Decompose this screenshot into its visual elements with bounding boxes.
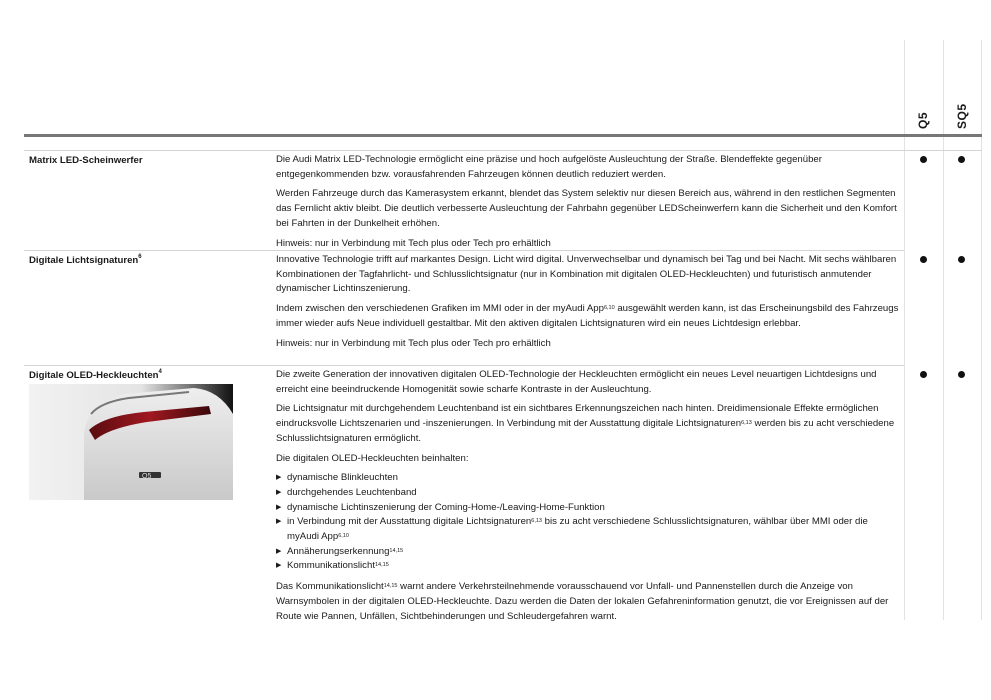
triangle-bullet-icon: ▶ bbox=[276, 518, 282, 526]
feature-description-digital-light-signatures bbox=[276, 253, 901, 356]
column-divider bbox=[904, 40, 905, 620]
feature-name-digital-light-signatures: Digitale Lichtsignaturen$^6$ bbox=[29, 254, 142, 266]
feature-name-oled-rear-lights: Digitale OLED-Heckleuchten$^4$ bbox=[29, 369, 162, 381]
description-paragraph: Die zweite Generation der innovativen digitalen OLED-Technologie der Heckleuchten ermöglicht ein neues Level neuartigen Lichtdesigns und erreicht eine beeindruckende Homogenität sowie scharfe Kontraste in der Ausleuchtung. bbox=[276, 369, 877, 395]
feature-description-matrix-led bbox=[276, 153, 901, 256]
description-paragraph: Die Audi Matrix LED-Technologie ermöglicht eine präzise und hoch aufgelöste Ausleuchtung der Straße. Blendeffekte gegenüber entgegenkommenden bzw. vorausfahrenden Fahrzeugen können deutlich reduziert werden. bbox=[276, 154, 822, 180]
description-paragraph: Innovative Technologie trifft auf markantes Design. Licht wird digital. Unverwechselbar und dynamisch bei Tag und bei Nacht. Mit sechs wählbaren Kombinationen der Tagfahrlicht- und Schlusslichtsignatur (nur in Kombination mit digitalen OLED-Heckleuchten) und futuristisch anmutender dynamischer Lichtinszenierung. bbox=[276, 254, 897, 295]
column-divider bbox=[981, 40, 982, 620]
row-divider bbox=[24, 150, 982, 151]
column-divider bbox=[943, 40, 944, 620]
included-q5-indicator bbox=[920, 256, 927, 263]
availability-note: Hinweis: nur in Verbindung mit Tech plus oder Tech pro erhältlich bbox=[276, 237, 551, 249]
triangle-bullet-icon: ▶ bbox=[276, 488, 282, 496]
included-sq5-indicator bbox=[958, 256, 965, 263]
description-paragraph: Indem zwischen den verschiedenen Grafiken im MMI oder in der myAudi App$^{6,10}$ ausgewählt werden kann, ist das Erscheinungsbild des Fahrzeugs immer wieder aufs Neue individuell gestaltbar. Mit den aktiven digitalen Lichtsignaturen wird ein neues Lichtdesign erlebbar. bbox=[276, 303, 899, 329]
car-badge: Q5 bbox=[142, 473, 152, 480]
header-rule bbox=[24, 134, 982, 137]
included-q5-indicator bbox=[920, 371, 927, 378]
row-divider bbox=[24, 250, 904, 251]
list-item: ▶ dynamische Blinkleuchten bbox=[276, 471, 901, 486]
column-header-sq5: SQ5 bbox=[955, 103, 969, 129]
feature-bullet-list bbox=[276, 471, 901, 574]
list-item: ▶ Kommunikationslicht$^{14,15}$ bbox=[276, 559, 901, 574]
list-item: ▶ in Verbindung mit der Ausstattung digitale Lichtsignaturen$^{6,13}$ bis zu acht verschiedene Schlusslichtsignaturen, wählbar über MMI oder die myAudi App$^{6,10}$ bbox=[276, 516, 868, 543]
list-item: ▶ durchgehendes Leuchtenband bbox=[276, 486, 901, 501]
included-q5-indicator bbox=[920, 156, 927, 163]
car-rear-light-photo bbox=[29, 384, 233, 500]
row-divider bbox=[24, 365, 904, 366]
column-header-q5: Q5 bbox=[916, 111, 930, 129]
included-sq5-indicator bbox=[958, 371, 965, 378]
description-paragraph: Die digitalen OLED-Heckleuchten beinhalten: bbox=[276, 452, 469, 464]
included-sq5-indicator bbox=[958, 156, 965, 163]
list-item: ▶ Annäherungserkennung$^{14,15}$ bbox=[276, 545, 901, 560]
description-paragraph: Werden Fahrzeuge durch das Kamerasystem erkannt, blendet das System selektiv nur diesen Bereich aus, während in den restlichen Segmenten das Fernlicht aktiv bleibt. Die deutlich verbesserte Ausleuchtung der Fahrbahn gegenüber LEDScheinwerfern kann die Sicherheit und den Komfort bei Fahrten in der Dunkelheit erhöhen. bbox=[276, 188, 897, 229]
list-item: ▶ dynamische Lichtinszenierung der Coming-Home-/Leaving-Home-Funktion bbox=[276, 501, 901, 516]
triangle-bullet-icon: ▶ bbox=[276, 547, 282, 555]
feature-name-matrix-led: Matrix LED-Scheinwerfer bbox=[29, 155, 143, 166]
feature-description-oled-rear-lights bbox=[276, 368, 901, 629]
availability-note: Hinweis: nur in Verbindung mit Tech plus oder Tech pro erhältlich bbox=[276, 337, 551, 349]
description-paragraph: Das Kommunikationslicht$^{14,15}$ warnt andere Verkehrsteilnehmende vorausschauend vor Unfall- und Pannenstellen durch die Anzeige von Warnsymbolen in der digitalen OLED-Heckleuchte. Dazu werden die Daten der lokalen Gefahreninformation genutzt, die vor Ereignissen auf der Route wie Pannen, Unfällen, Sichtbehinderungen und Schleudergefahren warnt. bbox=[276, 581, 889, 622]
description-paragraph: Die Lichtsignatur mit durchgehendem Leuchtenband ist ein sichtbares Erkennungszeichen nach hinten. Dreidimensionale Effekte ermöglichen eindrucksvolle Lichtszenarien und -inszenierungen. In Verbindung mit der Ausstattung digitale Lichtsignaturen$^{6,13}$ werden bis zu acht verschiedene Schlusslichtsignaturen ermöglicht. bbox=[276, 403, 895, 444]
triangle-bullet-icon: ▶ bbox=[276, 474, 282, 482]
triangle-bullet-icon: ▶ bbox=[276, 562, 282, 570]
triangle-bullet-icon: ▶ bbox=[276, 503, 282, 511]
